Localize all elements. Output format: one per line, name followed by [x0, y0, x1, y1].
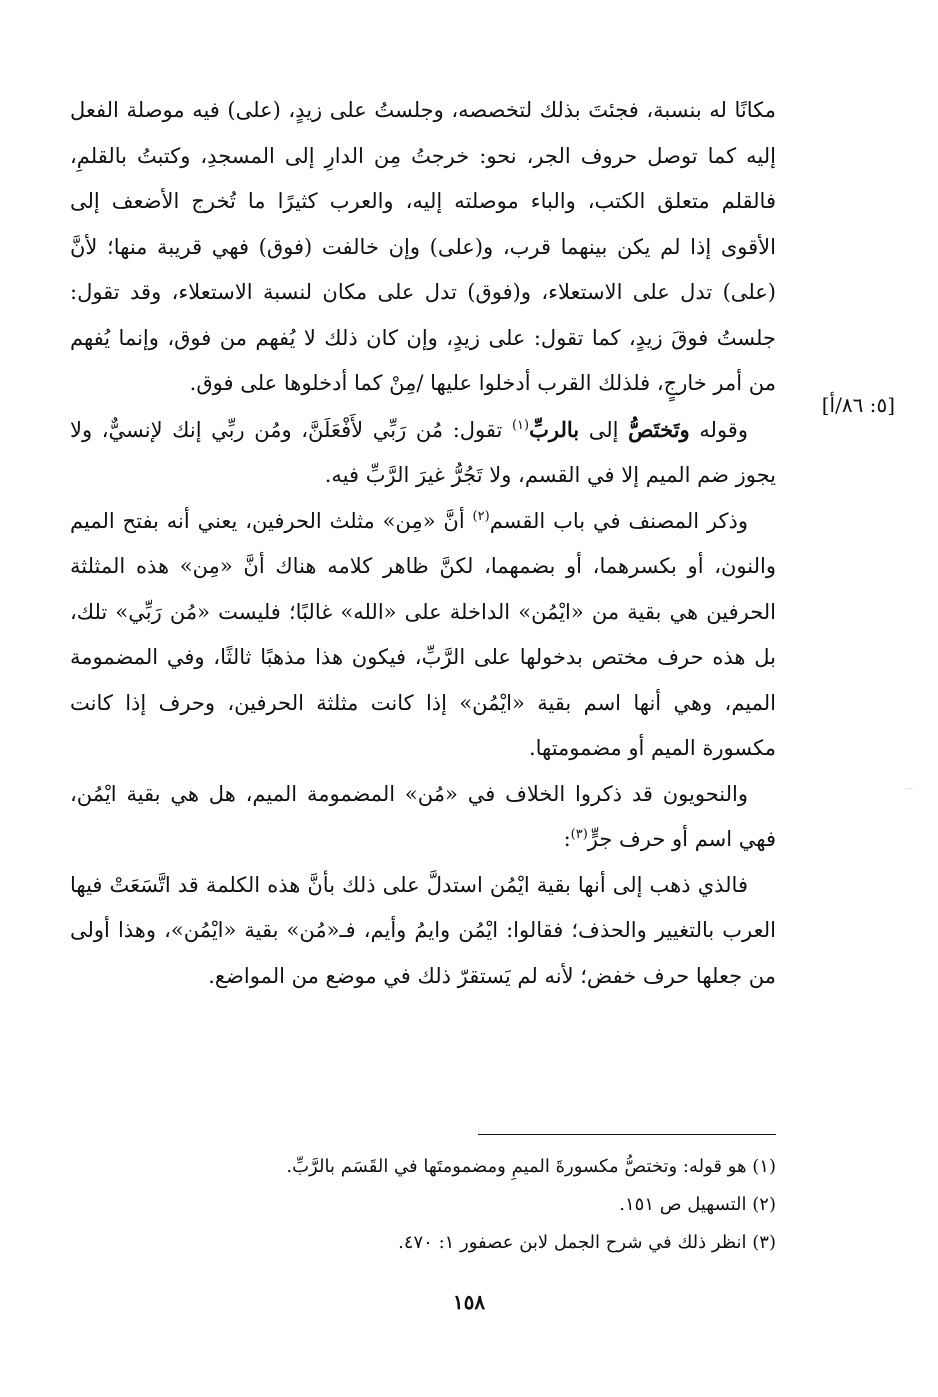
paragraph-3-rest: أنَّ «مِن» مثلث الحرفين، يعني أنه بفتح الميم والنون، أو بكسرهما، أو بضمهما، لكنَّ ظاهر كلامه هناك أنَّ «مِن» هذه المثلثة الحرفين هي بقية من «ايْمُن» الداخلة على «الله» غالبًا؛ فليست «مُن رَبِّي» تلك، بل هذه حرف مختص بدخولها على الرَّبِّ، فيكون هذا مذهبًا ثالثًا، وفي المضمومة الميم، وهي أنها اسم بقية «ايْمُن» إذا كانت مثلثة الحرفين، وحرف إذا كانت مكسورة الميم أو مضمومتها.	[70, 508, 776, 760]
page-number: ١٥٨	[452, 1290, 486, 1314]
margin-manuscript-reference: [٥: ٨٦/أ]	[821, 393, 895, 417]
paragraph-2	[70, 407, 776, 499]
paragraph-2-rest: تقول: مُن رَبِّي لأَفْعَلَنَّ، ومُن ربِّي إنك لإنسيٌّ، ولا يجوز ضم الميم إلا في القسم، ولا تَجُرُّ غيرَ الرَّبِّ فيه.	[70, 417, 776, 487]
scan-mark	[904, 788, 914, 792]
footnote-2: (٢) التسهيل ص ١٥١.	[619, 1194, 776, 1215]
main-text	[70, 88, 776, 999]
paragraph-4	[70, 772, 776, 863]
paragraph-2-lead: وقوله	[689, 417, 748, 442]
footnote-ref-3[interactable]: (٣)	[570, 827, 588, 842]
footnote-separator	[478, 1134, 776, 1135]
paragraph-2-mid: إلى	[579, 417, 629, 442]
footnotes	[286, 1148, 776, 1262]
paragraph-1: مكانًا له بنسبة، فجئتَ بذلك لتخصصه، وجلستُ على زيدٍ، (على) فيه موصلة الفعل إليه كما توصل حروف الجر، نحو: خرجتُ مِن الدارِ إلى المسجدِ، وكتبتُ بالقلمِ، فالقلم متعلق الكتب، والباء موصلته إليه، والعرب كثيرًا ما تُخرج الأضعف إلى الأقوى إذا لم يكن بينهما قرب، و(على) وإن خالفت (فوق) فهي قريبة منها؛ لأنَّ (على) تدل على الاستعلاء، و(فوق) تدل على مكان لنسبة الاستعلاء، وقد تقول: جلستُ فوقَ زيدٍ، كما تقول: على زيدٍ، وإن كان ذلك لا يُفهم من فوق، وإنما يُفهم من أمر خارجٍ، فلذلك القرب أدخلوا عليها /مِنْ كما أدخلوها على فوق.	[70, 98, 776, 395]
paragraph-4-rest: :	[563, 827, 571, 851]
quoted-term-bilrabb: بالربِّ	[529, 416, 580, 442]
footnote-1: (١) هو قوله: وتختصُّ مكسورةَ الميمِ ومضمومتَها في القَسَم بالرَّبِّ.	[286, 1156, 776, 1177]
paragraph-4-lead: والنحويون قد ذكروا الخلاف في «مُن» المضمومة الميم، هل هي بقية ايْمُن، فهي اسم أو حرف جرٍّ	[70, 781, 776, 851]
paragraph-3	[70, 499, 776, 772]
paragraph-3-lead: وذكر المصنف في باب القسم	[489, 508, 748, 533]
paragraph-5: فالذي ذهب إلى أنها بقية ايْمُن استدلَّ على ذلك بأنَّ هذه الكلمة قد اتَّسَعَتْ فيها العرب بالتغيير والحذف؛ فقالوا: ايْمُن وايمُ وأيم، فـ«مُن» بقية «ايْمُن»، وهذا أولى من جعلها حرف خفض؛ لأنه لم يَستقرّ ذلك في موضع من المواضع.	[70, 872, 776, 988]
footnote-3: (٣) انظر ذلك في شرح الجمل لابن عصفور ١: ٤٧٠.	[398, 1232, 776, 1253]
footnote-ref-1[interactable]: (١)	[511, 417, 530, 433]
footnote-ref-2[interactable]: (٢)	[472, 508, 490, 524]
quoted-term-tukhtass: وتَختَصُّ	[628, 416, 690, 442]
